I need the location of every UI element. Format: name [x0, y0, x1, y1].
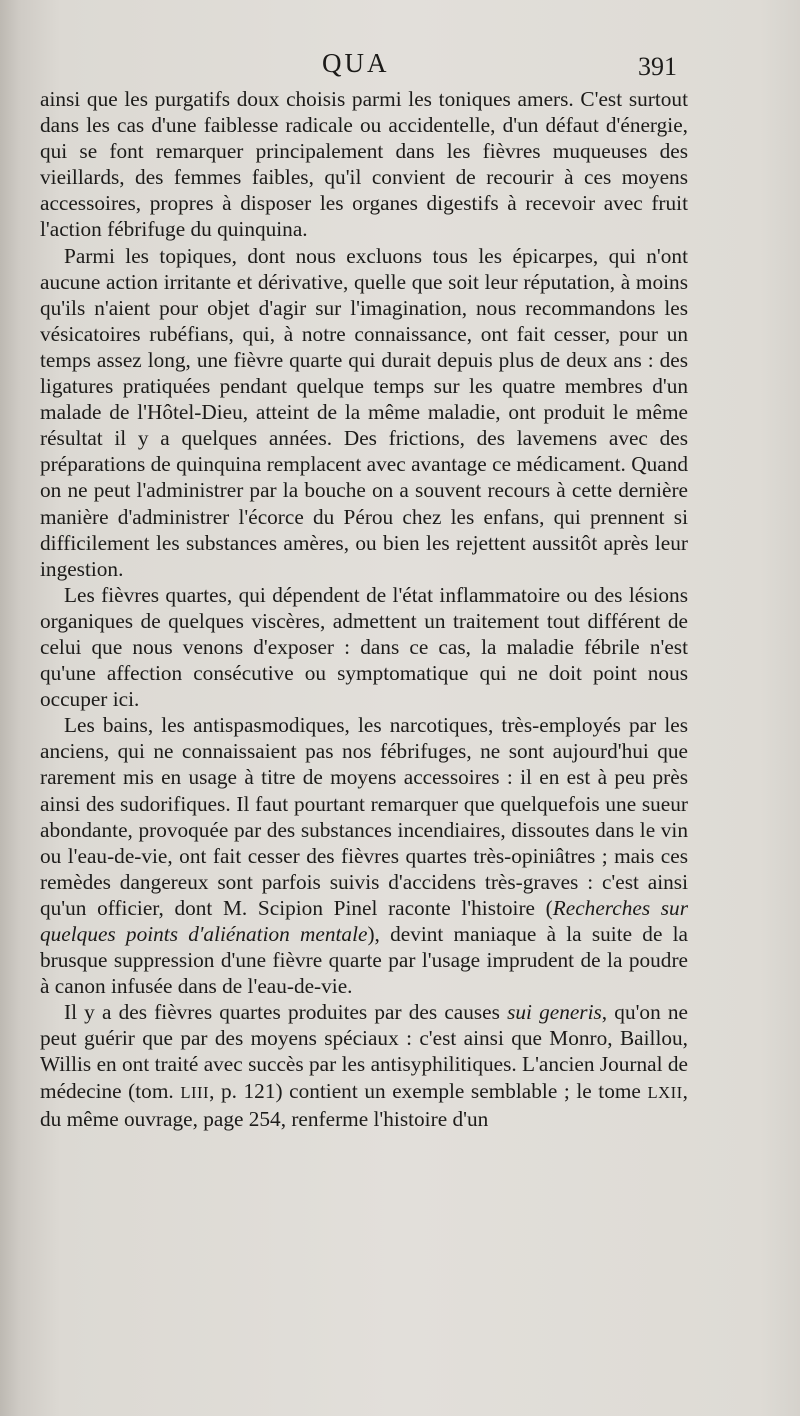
paragraph-5-text-before: Il y a des fièvres quartes produites par des causes — [64, 1000, 508, 1025]
paragraph-4-text-after: ), devint maniaque à la suite de la brusque suppression d'une fièvre quarte par l'usage imprudent de la poudre à canon infusée dans de l'eau-de-vie. — [40, 922, 689, 999]
paragraph-4 — [40, 712, 688, 999]
paragraph-4-text-before: Les bains, les antispasmodiques, les narcotiques, très-employés par les anciens, qui ne connaissaient pas nos fébrifuges, ne sont aujourd'hui que rarement mis en usage à titre de moyens accessoires : il en est à peu près ainsi des sudorifiques. Il faut pourtant remarquer que quelquefois une sueur abondante, provoquée par des substances incendiaires, dissoutes dans le vin ou l'eau-de-vie, ont fait cesser des fièvres quartes très-opiniâtres ; mais ces remèdes dangereux sont parfois suivis d'accidens très-graves : c'est ainsi qu'un officier, dont M. Scipion Pinel raconte l'histoire ( — [40, 713, 688, 920]
paragraph-1: ainsi que les purgatifs doux choisis parmi les toniques amers. C'est surtout dans les cas d'une faiblesse radicale ou accidentelle, d'un défaut d'énergie, qui se font remarquer principalement dans les fièvres muqueuses des vieillards, des femmes faibles, qu'il convient de recourir à ces moyens accessoires, propres à disposer les organes digestifs à recevoir avec fruit l'action fébrifuge du quinquina. — [40, 87, 688, 242]
paragraph-4-italic-title: Recherches sur quelques points d'aliénation mentale — [40, 895, 688, 946]
paragraph-5-text-mid-2: , p. 121) contient un exemple semblable ; le tome — [209, 1078, 648, 1103]
paragraph-5-volume-1: LIII — [180, 1082, 210, 1102]
paragraph-5-text-after: , du même ouvrage, page 254, renferme l'histoire d'un — [40, 1078, 688, 1131]
paragraph-5-italic-term: sui generis — [507, 1000, 602, 1025]
paragraph-5-volume-2: LXII — [647, 1082, 683, 1102]
paragraph-5-text-mid: , qu'on ne peut guérir que par des moyens spéciaux : c'est ainsi que Monro, Baillou, Willis en ont traité avec succès par les antisyphilitiques. L'ancien Journal de médecine (tom. — [40, 1000, 688, 1103]
running-head — [0, 48, 800, 84]
paragraph-3: Les fièvres quartes, qui dépendent de l'état inflammatoire ou des lésions organiques de quelques viscères, admettent un traitement tout différent de celui que nous venons d'exposer : dans ce cas, la maladie fébrile n'est qu'une affection consécutive ou symptomatique qui ne doit point nous occuper ici. — [40, 582, 688, 712]
paragraph-5 — [40, 999, 688, 1131]
body-text — [40, 86, 688, 1132]
paragraph-2: Parmi les topiques, dont nous excluons tous les épicarpes, qui n'ont aucune action irritante et dérivative, quelle que soit leur réputation, à moins qu'ils n'aient pour objet d'agir sur l'imagination, nous recommandons les vésicatoires rubéfians, qui, à notre connaissance, ont fait cesser, pour un temps assez long, une fièvre quarte qui durait depuis plus de deux ans : des ligatures pratiquées pendant quelque temps sur les quatre membres d'un malade de l'Hôtel-Dieu, atteint de la même maladie, ont produit le même résultat il y a quelques années. Des frictions, des lavemens avec des préparations de quinquina remplacent avec avantage ce médicament. Quand on ne peut l'administrer par la bouche on a souvent recours à cette dernière manière d'administrer l'écorce du Pérou chez les enfans, qui prennent si difficilement les substances amères, ou bien les rejettent aussitôt après leur ingestion. — [40, 243, 688, 581]
page-number: 391 — [638, 52, 677, 81]
running-title: QUA — [322, 48, 390, 78]
